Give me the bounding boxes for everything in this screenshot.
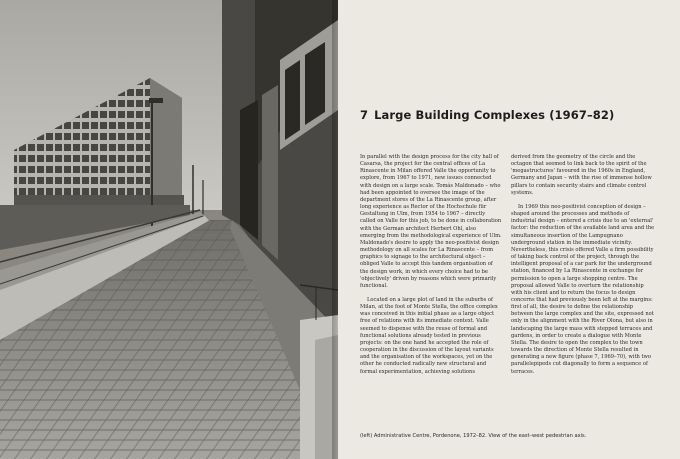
figure-caption: (left) Administrative Centre, Pordenone, 1972–82. View of the east–west pedestrian axis.	[360, 433, 587, 439]
paragraph: In 1969 this neo-positivist conception of design – shaped around the processes and methods of industrial design – entered a crisis due to an 'external' factor: the reduction of the available land area and the simultaneous insertion of the Lampugnano underground station in the immediate vicinity. Nevertheless, this crisis offered Valle a firm possibility of taking back control of the project, through the intelligent proposal of a car park for the underground station, financed by La Rinascente in exchange for permission to open a large shopping centre. The proposal allowed Valle to overturn the relationship with his client and to return the focus to design concerns that had previously been left at the margins: first of all, the desire to define the relationship between the large complex and the site, expressed not only in the alignment with the River Olona, but also in landscaping the large mass with stepped terraces and gardens, in order to create a dialogue with Monte Stella. The desire to open the complex to the town towards the direction of Monte Stella resulted in generating a new figure (phase 7, 1969–70), with two parallelepipeds cut diagonally to form a sequence of terraces.	[511, 203, 655, 375]
chapter-title-text: Large Building Complexes (1967–82)	[374, 108, 615, 122]
body-column-right	[511, 154, 655, 383]
chapter-title	[360, 108, 614, 122]
paragraph: Located on a large plot of land in the suburbs of Milan, at the foot of Monte Stella, the office complex was conceived in this initial phase as a large object free of relations with its immediate context. Valle seemed to dispense with the reuse of formal and functional solutions already tested in previous projects: on the one hand he accepted the role of cooperation in the discussion of the layout variants and the organisation of the workspaces, yet on the other he conducted radically new structural and formal experimentation, achieving solutions	[360, 296, 498, 375]
body-column-left	[360, 154, 502, 383]
photo-administrative-centre	[0, 0, 338, 459]
text-page	[338, 0, 680, 459]
paragraph: derived from the geometry of the circle and the octagon that seemed to link back to the spirit of the 'megastructures' favoured in the 1960s in England, Germany and Japan – with the rise of immense hollow pillars to contain security stairs and climate control systems.	[511, 154, 652, 196]
chapter-number: 7	[360, 108, 369, 122]
paragraph: In parallel with the design process for the city hall of Casarsa, the project for the central offices of La Rinascente in Milan offered Valle the opportunity to explore, from 1967 to 1971, new issues connected with design on a large scale. Tomás Maldonado – who had been appointed to oversee the image of the department stores of the La Rinascente group, after long experience as Rector of the Hochschule für Gestaltung in Ulm, from 1954 to 1967 – directly called on Valle for this job, to be done in collaboration with the German architect Herbert Ohl, also emerging from the methodological experience of Ulm. Maldonado's desire to apply the neo-positivist design methodology on all scales for La Rinascente – from graphics to signage to the architectural object – obliged Valle to accept this tandem organisation of the design work, in which every choice had to be 'objectively' driven by reasons which were primarily functional.	[360, 154, 502, 289]
